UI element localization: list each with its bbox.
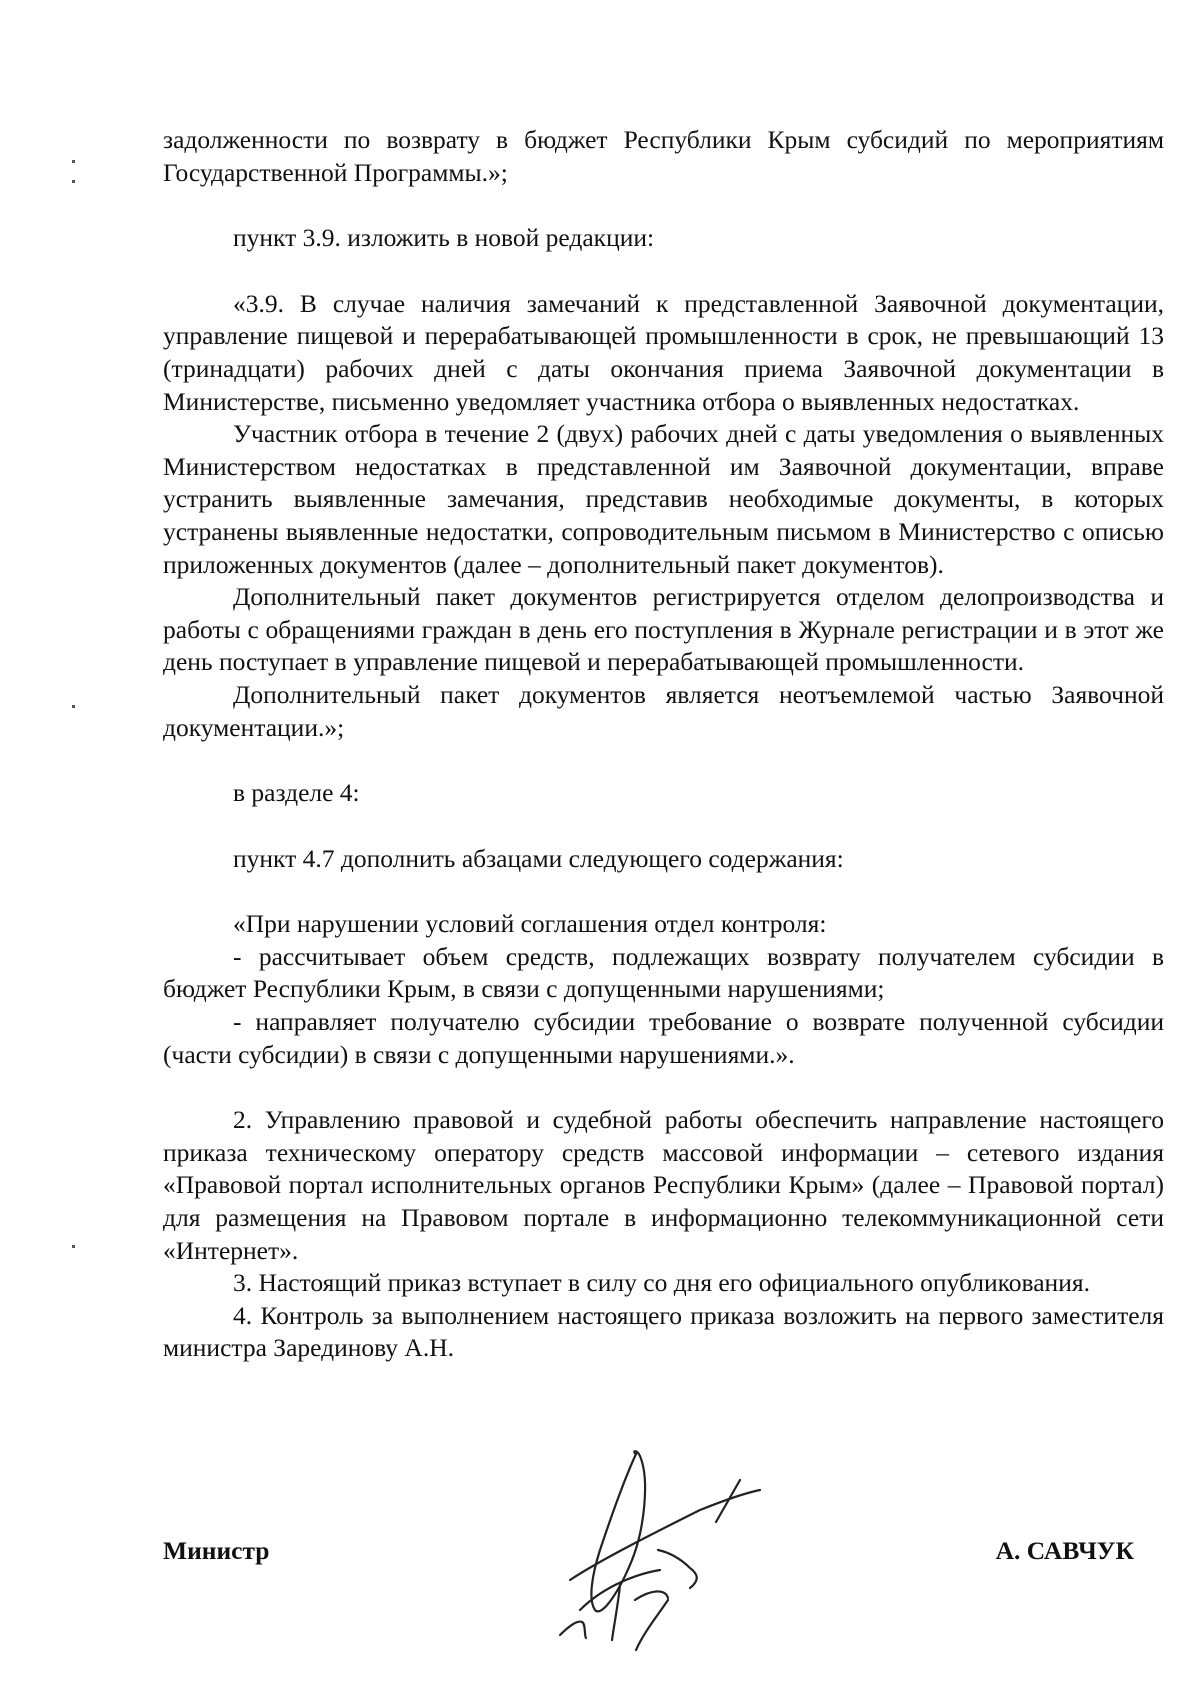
paragraph-section-4: в разделе 4: [233,778,360,808]
signatory-title: Министр [163,1536,270,1565]
paragraph-registration: Дополнительный пакет документов регистрируется отделом делопроизводства и работы с обращениями граждан в день его поступления в Журнале регистрации и в этот же день поступает в управление пищевой и перерабатывающей промышленности. [163,582,1164,677]
margin-mark [72,160,75,163]
paragraph-clause-3: 3. Настоящий приказ вступает в силу со дня его официального опубликования. [233,1268,1090,1298]
paragraph-sends-requirement: - направляет получателю субсидии требование о возврате полученной субсидии (части субсидии) в связи с допущенными нарушениями.». [163,1007,1164,1069]
signature-block [163,1536,1164,1576]
margin-mark [72,180,75,183]
margin-mark [72,1245,75,1248]
paragraph-debt-continuation: задолженности по возврату в бюджет Республики Крым субсидий по мероприятиям Государственной Программы.»; [163,125,1164,187]
paragraph-control-department: «При нарушении условий соглашения отдел контроля: [233,909,827,939]
signatory-name: А. САВЧУК [995,1536,1134,1565]
paragraph-item-3-9-text: «3.9. В случае наличия замечаний к представленной Заявочной документации, управление пищевой и перерабатывающей промышленности в срок, не превышающий 13 (тринадцати) рабочих дней с даты окончания приема Заявочной документации в Министерстве, письменно уведомляет участника отбора о выявленных недостатках. [163,288,1164,416]
document-body [163,124,1164,1365]
paragraph-clause-2: 2. Управлению правовой и судебной работы обеспечить направление настоящего приказа техническому оператору средств массовой информации – сетевого издания «Правовой портал исполнительных органов Республики Крым» (далее – Правовой портал) для размещения на Правовом портале в информационно телекоммуникационной сети «Интернет». [163,1105,1164,1265]
paragraph-item-4-7-intro: пункт 4.7 дополнить абзацами следующего содержания: [233,843,844,873]
margin-mark [72,705,75,708]
paragraph-integral-part: Дополнительный пакет документов является неотъемлемой частью Заявочной документации.»; [163,679,1164,742]
paragraph-calculates-funds: - рассчитывает объем средств, подлежащих возврату получателем субсидии в бюджет Республики Крым, в связи с допущенными нарушениями; [163,941,1164,1004]
paragraph-item-3-9-intro: пункт 3.9. изложить в новой редакции: [233,223,655,253]
paragraph-participant-rights: Участник отбора в течение 2 (двух) рабочих дней с даты уведомления о выявленных Министерством недостатках в представленной им Заявочной документации, вправе устранить выявленные замечания, представив необходимые документы, в которых устранены выявленные недостатки, сопроводительным письмом в Министерство с описью приложенных документов (далее – дополнительный пакет документов). [163,419,1164,579]
paragraph-clause-4: 4. Контроль за выполнением настоящего приказа возложить на первого заместителя министра Зарединову А.Н. [163,1300,1164,1363]
